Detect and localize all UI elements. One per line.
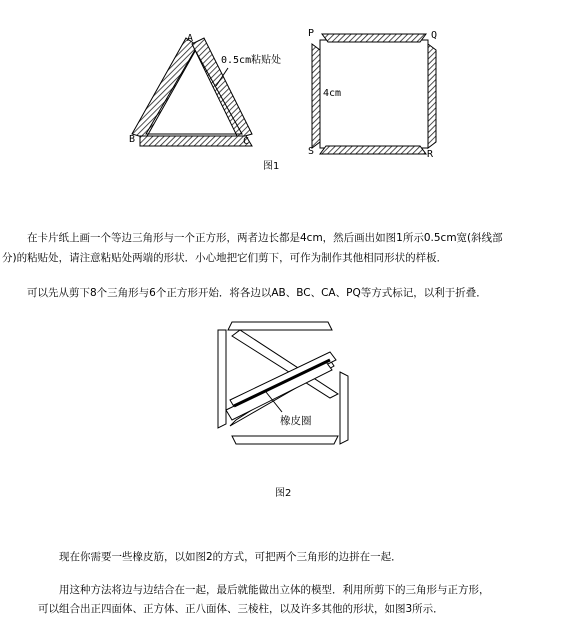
paragraph-2-line-1: 可以先从剪下8个三角形与6个正方形开始．将各边以AB、BC、CA、PQ等方式标记，以利于折叠．: [27, 287, 487, 299]
joined-edge-bar-b: [226, 362, 332, 420]
triangle-label-b: B: [129, 134, 136, 145]
square-label-r: R: [427, 149, 434, 160]
upper-triangle-top-bar: [228, 322, 332, 330]
square-label-p: P: [308, 28, 315, 39]
triangle-label-c: C: [243, 136, 250, 147]
paragraph-1-line-1: 在卡片纸上画一个等边三角形与一个正方形，两者边长都是4cm，然后画出如图1所示0.5cm宽(斜线部: [27, 232, 503, 244]
glue-note: 0.5cm粘贴处: [221, 55, 282, 66]
square-label-q: Q: [431, 30, 438, 41]
square-strip-bottom: [320, 146, 426, 154]
lower-triangle-bottom-bar: [232, 436, 338, 444]
square-strip-top: [322, 34, 426, 42]
upper-triangle-left-bar: [218, 330, 226, 428]
triangle-strip-left: [132, 38, 198, 138]
square-strip-left: [312, 44, 320, 148]
figure-2-caption: 图2: [275, 488, 292, 499]
square-label-s: S: [308, 146, 315, 157]
paragraph-3-line-1: 现在你需要一些橡皮筋，以如图2的方式，可把两个三角形的边拼在一起．: [59, 551, 402, 563]
triangle-strip-bottom: [140, 136, 252, 146]
paragraph-1-line-2: 分)的粘贴处，请注意粘贴处两端的形状．小心地把它们剪下，可作为制作其他相同形状的样板．: [2, 252, 448, 264]
triangle-strip-right: [192, 38, 252, 138]
paragraph-4-line-1: 用这种方法将边与边结合在一起，最后就能做出立体的模型．利用所剪下的三角形与正方形，: [59, 584, 490, 596]
paragraph-4-line-2: 可以组合出正四面体、正方体、正八面体、三棱柱，以及许多其他的形状，如图3所示．: [38, 603, 444, 615]
square-side-length: 4cm: [323, 88, 342, 99]
lower-triangle-right-bar: [340, 372, 348, 444]
rubber-band-label: 橡皮圈: [280, 415, 312, 427]
figure-1-caption: 图1: [263, 161, 280, 172]
square-strip-right: [428, 44, 436, 148]
triangle-label-a: A: [187, 33, 194, 44]
